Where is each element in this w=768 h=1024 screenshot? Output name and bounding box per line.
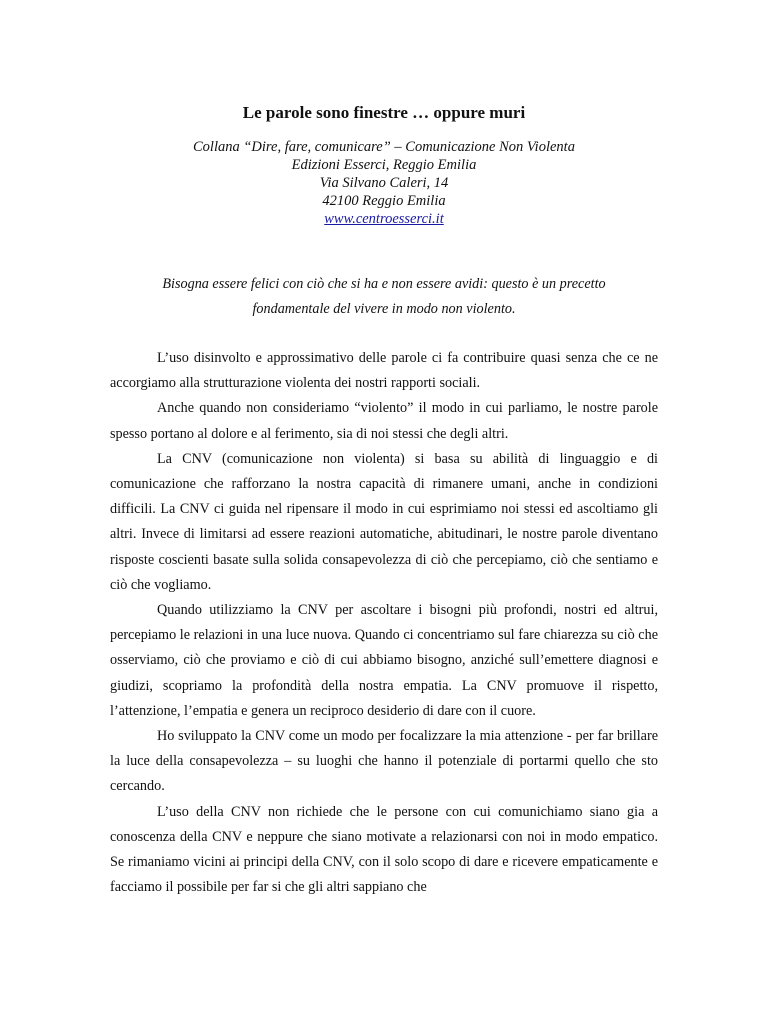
paragraph: L’uso disinvolto e approssimativo delle parole ci fa contribuire quasi senza che ce ne accorgiamo alla strutturazione violenta dei nostri rapporti sociali. [110,350,658,392]
paragraph: Anche quando non consideriamo “violento” il modo in cui parliamo, le nostre parole spesso portano al dolore e al ferimento, sia di noi stessi che degli altri. [110,400,658,442]
address-city: 42100 Reggio Emilia [322,193,446,209]
website-link[interactable]: www.centroesserci.it [324,211,444,227]
publication-info [0,138,768,228]
paragraph: Quando utilizziamo la CNV per ascoltare i bisogni più profondi, nostri ed altrui, percepiamo le relazioni in una luce nuova. Quando ci concentriamo sul fare chiarezza su ciò che osserviamo, ciò che proviamo e ciò di cui abbiamo bisogno, anziché sull’emettere diagnosi e giudizi, scopriamo la profondità della nostra empatia. La CNV promuove il rispetto, l’attenzione, l’empatia e genera un reciproco desiderio di dare con il cuore. [110,602,658,719]
paragraph: L’uso della CNV non richiede che le persone con cui comunichiamo siano gia a conoscenza della CNV e neppure che siano motivate a relazionarsi con noi in modo empatico. Se rimaniamo vicini ai principi della CNV, con il solo scopo di dare e ricevere empaticamente e facciamo il possibile per far si che gli altri sappiano che [110,803,658,896]
address-street: Via Silvano Caleri, 14 [319,175,449,191]
body-text [110,346,658,900]
epigraph-line-1: Bisogna essere felici con ciò che si ha e non essere avidi: questo è un precetto [162,276,606,292]
website-line [0,210,768,228]
paragraph: La CNV (comunicazione non violenta) si basa su abilità di linguaggio e di comunicazione che rafforzano la nostra capacità di rimanere umani, anche in condizioni difficili. La CNV ci guida nel ripensare il modo in cui esprimiamo noi stessi ed ascoltiamo gli altri. Invece di limitarsi ad essere reazioni automatiche, abitudinari, le nostre parole diventano risposte coscienti basate sulla solida consapevolezza di ciò che percepiamo, ciò che sentiamo e ciò che vogliamo. [110,450,658,593]
epigraph [120,272,648,322]
publisher-line: Edizioni Esserci, Reggio Emilia [291,157,477,173]
paragraph: Ho sviluppato la CNV come un modo per focalizzare la mia attenzione - per far brillare la luce della consapevolezza – su luoghi che hanno il potenziale di portarmi quello che sto cercando. [110,728,658,795]
series-line: Collana “Dire, fare, comunicare” – Comunicazione Non Violenta [193,139,575,155]
epigraph-line-2: fondamentale del vivere in modo non violento. [252,301,516,317]
document-title: Le parole sono finestre … oppure muri [242,103,526,122]
